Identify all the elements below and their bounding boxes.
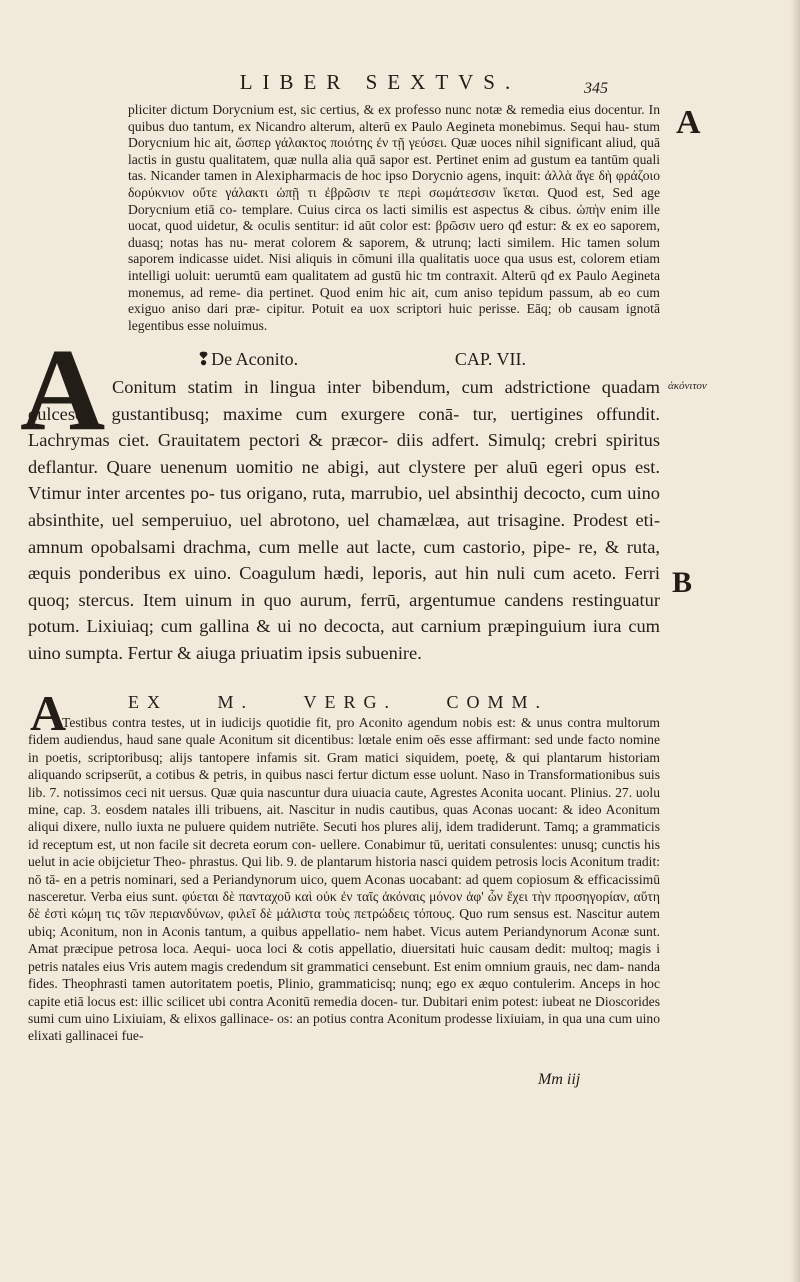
drop-capital: A xyxy=(20,324,106,455)
page-edge-shadow xyxy=(790,0,800,1282)
chapter-label: CAP. VII. xyxy=(454,349,526,369)
commentary-heading-word: M. xyxy=(217,692,254,712)
text-block-dorycnium: pliciter dictum Dorycnium est, sic certius, & ex professo nunc notæ & remedia eius docentur. In quibus duo tantum, ex Nicandro alterum, alterū ex Paulo Aegineta monebimus. Sequi hau- stum Dorycnium hic ait, ὥσπερ γάλακτος ποιότης ἐν τῇ γεύσει. Quæ uoces nihil significant aliud, quā lactis in gustu qualitatem, quæ nulla alia quā sapor est. Pertinet enim ad gustum ea tantūm quali tas. Nicander tamen in Alexipharmacis de hoc ipso Dorycnio agens, inquit: ἀλλὰ ἄγε δὴ φράζοιο δορύκνιον οὔτε γάλακτι ὠπῇ τι ἐβρῶσιν τε περὶ σωμάτεσσιν ἵκεται. Quod est, Sed age Dorycnium etiā co- templare. Cuius circa os lacti similis est aspectus & cibus. ὠπὴν enim ille uocat, quod uidetur, & oculis sentitur: id aūt color est: βρῶσιν uero qđ estur: & ex eo saporem, duasq; notas has nu- merat colorem & saporem, & utrunq; lacti similem. Hic tamen solum saporem indicasse uidet. Nisi aliquis in cōmuni illa qualitatis uoce qua usus est, colorem etiam intelligi uoluit: uerumtū eam qualitatem ad gustū hic tm contraxit. Alterū qđ ex Paulo Aegineta monemus, ad reme- dia pertinet. Quod enim hic ait, cum aniso tepidum passum, ab eo cum exiguo aniso dari præ- cipitur. Potuit ea uox scriptori huic perisse. Eāq; ob causam ignotā legentibus esse noluimus. xyxy=(128,102,660,333)
page-number: 345 xyxy=(584,80,608,97)
running-title: LIBER SEXTVS. xyxy=(239,70,521,94)
margin-greek-note: ἀκόνιτον xyxy=(668,380,707,392)
margin-letter-b: B xyxy=(672,566,693,599)
text-block-aconite: Conitum statim in lingua inter bibendum, cum adstrictione quadam dulcescit, gustantibusq; maxime cum exurgere conā- tur, uertigines offundit. Lachrymas ciet. Grauitatem pectori & præcor- diis adfert. Simulq; crebri spiritus deflantur. Quare uenenum uomitio ne abigi, aut clystere per aluū egeri opus est. Vtimur inter arcentes po- tus origano, ruta, marrubio, uel absinthij decocto, cum uino absinthite, uel semperuiuo, uel abrotono, uel chamælæa, aut trisagine. Prodest eti- amnum opobalsami drachma, cum melle aut lacte, cum castorio, pipe- re, & ruta, æquis ponderibus ex uino. Coagulum hædi, leporis, aut hin nuli cum aceto. Ferri quoq; stercus. Item uinum in quo aurum, ferrū, argentumue candens restinguatur potum. Lixiuiaq; cum gallina & ui no decocta, aut carnium præpinguium iura cum uino sumpta. Fertur & aiuga priuatim ipsis subuenire. xyxy=(28,377,660,663)
signature-mark: Mm iij xyxy=(538,1071,581,1088)
margin-letter-a: A xyxy=(676,104,701,141)
commentary-text: Testibus contra testes, ut in iudicijs quotidie fit, pro Aconito agendum nobis est: & unus contra multorum fidem audiendus, haud sane quale Aconitum sit dicentibus: lœtale enim oēs esse affirmant: sed unde facto nomine in poetis, scriptoribusq; alijs tantopere infamis sit. Gram matici siquidem, poetę, & qui plantarum historiam aliquando scripserūt, a cotibus & petris, in quibus nasci fertur dictum esse uolunt. Naso in Transformationibus suis lib. 7. notissimos ceci nit uersus. Quæ quia nascuntur dura uiuacia caute, Agrestes Aconita uocant. Plinius. 27. uolu mine, cap. 3. eosdem natales illi tribuens, ait. Nascitur in nudis cautibus, quas Aconas uocant: & ideo Aconitum aliqui dixere, nullo iuxta ne puluere quidem nutriēte. Secuti hos plures alij, idem tradiderunt. Tamq; a grammaticis id receptum est, ut non facile sit decreta eorum con- uellere. Conabimur tū, ueritati consulentes: unusq; cunctis his uelut in acie obijcietur Theo- phrastus. Qui lib. 9. de plantarum historia nasci quidem petrosis locis Aconitum tradit: nō tā- en a petris nominari, sed a Periandynorum uico, quem Aconas uocabant: ad quem copiosum & efficacissimū nasceretur. Verba eius sunt. φύεται δὲ πανταχοῦ καὶ οὐκ ἐν ταῖς ἀκόναις μόνον ἀφ' ὧν ἔχει τὴν προσηγορίαν, αὕτη δὲ ἐστὶ κώμη τις τῶν περιανδύνων, φιλεῖ δὲ μάλιστα τοὺς πετρώδεις τόπους. Quo rum sensus est. Nascitur autem ubiq; Aconitum, non in Aconis tantum, a quibus appellatio- nem habet. Vicus autem Periandynorum Aconæ sunt. Amat præcipue petrosa loca. Aequi- uoca loci & cotis appellatio, diuersitati huic causam dedit: multoq; magis i petris natales eius Vris autem magis credendum sit grammatici censebunt. Est enim omnium grauis, nec dam- nanda fides. Theophrasti tamen autoritatem poetis, Plinio, grammaticisq; nunq; ego ex æquo contulerim. Anceps in hoc capite etiā locus est: illic scilicet ubi contra Aconitū remedia docen- tur. Dubitari enim potest: iubeat ne Dioscorides sumi cum uino Lixiuiam, & elixos gallinace- os: an potius contra Aconitum prodesse lixiuiam, in qua una cum uino elixati gallinacei fue- xyxy=(28,715,660,1044)
commentary-heading-word: EX xyxy=(128,692,168,712)
commentary-heading xyxy=(128,692,548,713)
commentary-heading-word: VERG. xyxy=(303,692,397,712)
commentary-drop-capital: A xyxy=(30,685,67,741)
chapter-title: ❢ De Aconito. xyxy=(196,349,298,370)
chapter-heading xyxy=(196,349,526,370)
commentary-heading-word: COMM. xyxy=(446,692,548,712)
